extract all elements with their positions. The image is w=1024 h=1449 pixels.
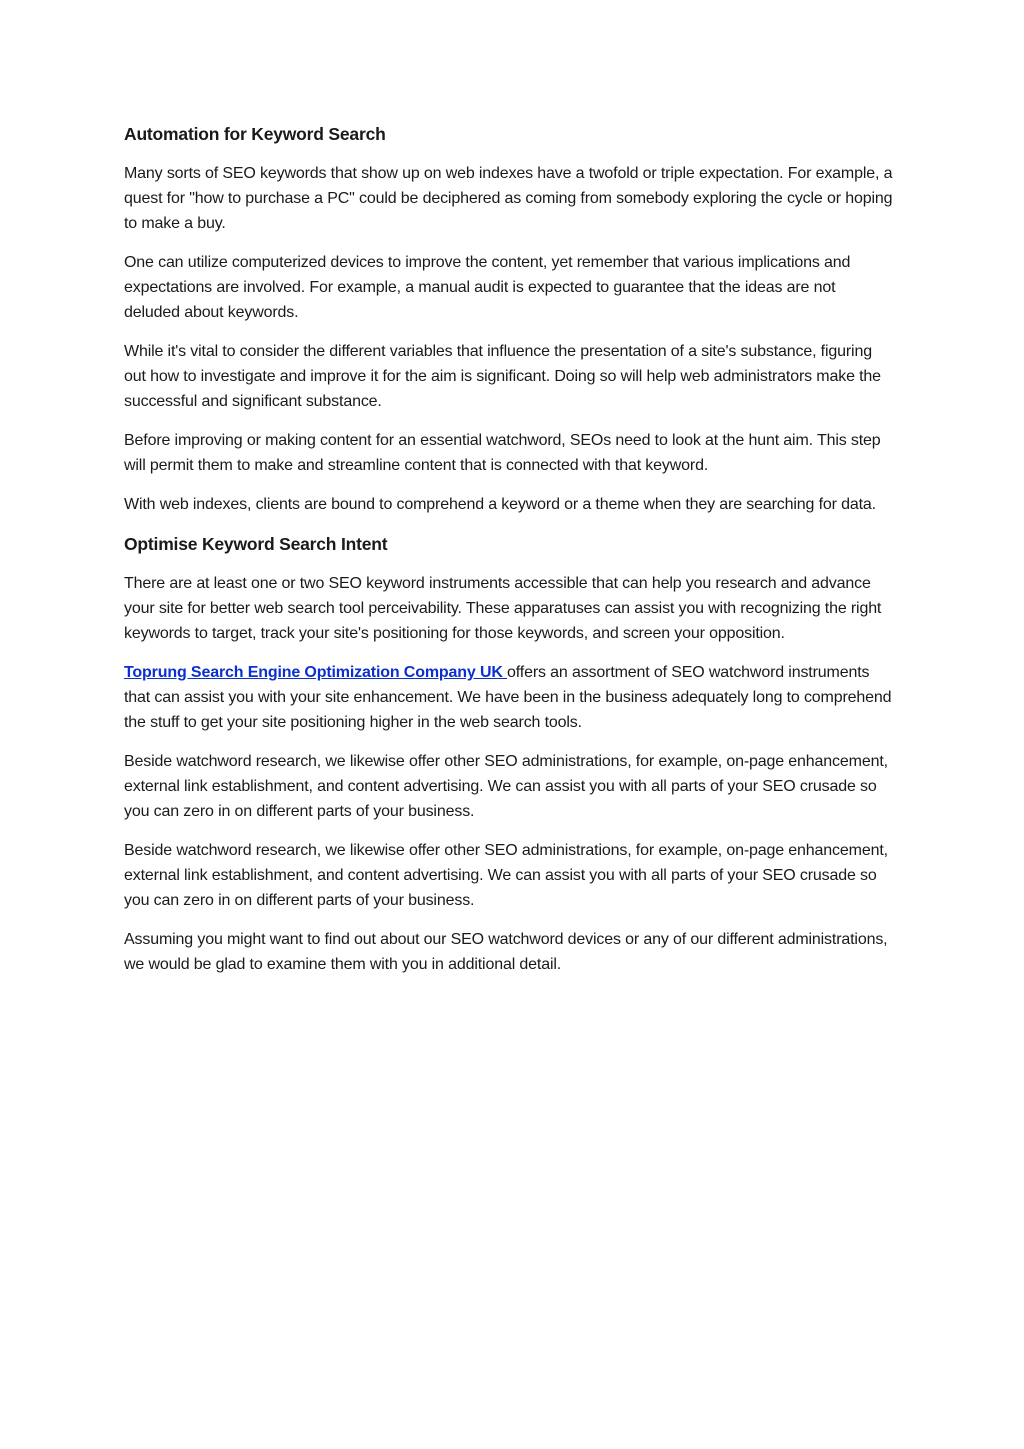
link-paragraph-text: offers an assortment of SEO watchword instruments that can assist you with your site enhancement. We have been in the business adequately long to comprehend the stuff to get your site positioning higher in the web search tools. [124, 664, 892, 731]
document-page [124, 122, 894, 977]
paragraph: One can utilize computerized devices to improve the content, yet remember that various implications and expectations are involved. For example, a manual audit is expected to guarantee that the ideas are not deluded about keywords. [124, 254, 851, 321]
paragraph: While it's vital to consider the different variables that influence the presentation of a site's substance, figuring out how to investigate and improve it for the aim is significant. Doing so will help web administrators make the successful and significant substance. [124, 343, 881, 410]
paragraph: There are at least one or two SEO keyword instruments accessible that can help you research and advance your site for better web search tool perceivability. These apparatuses can assist you with recognizing the right keywords to target, track your site's positioning for those keywords, and screen your opposition. [124, 575, 882, 642]
paragraph: Assuming you might want to find out about our SEO watchword devices or any of our different administrations, we would be glad to examine them with you in additional detail. [124, 931, 888, 973]
paragraph: Beside watchword research, we likewise offer other SEO administrations, for example, on-page enhancement, external link establishment, and content advertising. We can assist you with all parts of your SEO crusade so you can zero in on different parts of your business. [124, 842, 888, 909]
paragraph: Beside watchword research, we likewise offer other SEO administrations, for example, on-page enhancement, external link establishment, and content advertising. We can assist you with all parts of your SEO crusade so you can zero in on different parts of your business. [124, 753, 888, 820]
section-heading-optimise: Optimise Keyword Search Intent [124, 534, 388, 554]
paragraph: Before improving or making content for an essential watchword, SEOs need to look at the hunt aim. This step will permit them to make and streamline content that is connected with that keyword. [124, 432, 881, 474]
link-paragraph [124, 660, 894, 735]
company-link[interactable]: Toprung Search Engine Optimization Company UK [124, 664, 508, 681]
paragraph: Many sorts of SEO keywords that show up on web indexes have a twofold or triple expectation. For example, a quest for "how to purchase a PC" could be deciphered as coming from somebody exploring the cycle or hoping to make a buy. [124, 165, 893, 232]
section-heading-automation: Automation for Keyword Search [124, 124, 386, 144]
paragraph: With web indexes, clients are bound to comprehend a keyword or a theme when they are searching for data. [124, 496, 876, 513]
